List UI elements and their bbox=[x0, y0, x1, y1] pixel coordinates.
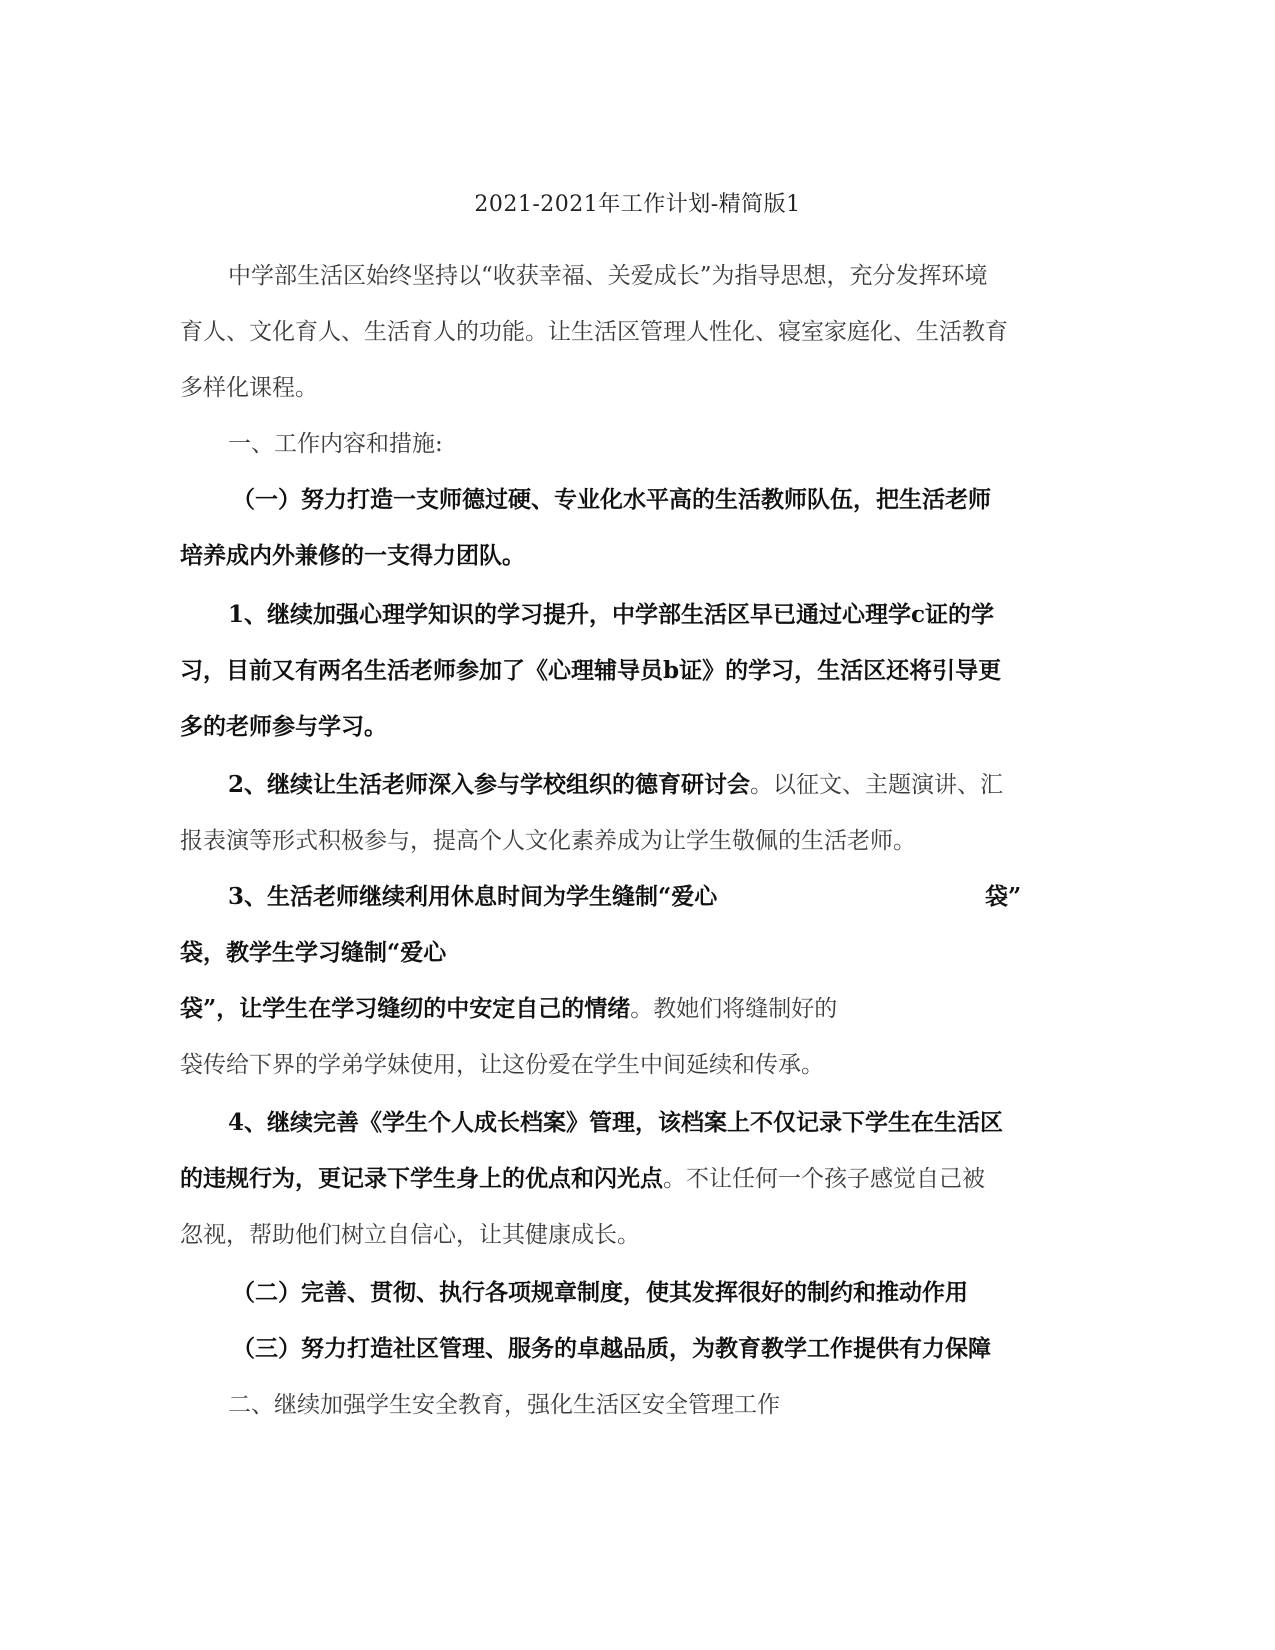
subsection-1-line-2: 培养成内外兼修的一支得力团队。 bbox=[180, 542, 525, 569]
intro-line-1: 中学部生活区始终坚持以“收获幸福、关爱成长”为指导思想，充分发挥环境 bbox=[228, 263, 988, 289]
item-3-line-4: 袋传给下界的学弟学妹使用，让这份爱在学生中间延续和传承。 bbox=[180, 1052, 824, 1078]
subsection-2: （二）完善、贯彻、执行各项规章制度，使其发挥很好的制约和推动作用 bbox=[232, 1279, 968, 1306]
item-3-line-1a: 3、生活老师继续利用休息时间为学生缝制“爱心 bbox=[228, 883, 718, 910]
subsection-3: （三）努力打造社区管理、服务的卓越品质，为教育教学工作提供有力保障 bbox=[232, 1335, 991, 1362]
document-title: 2021-2021年工作计划-精简版1 bbox=[474, 192, 801, 217]
intro-line-3: 多样化课程。 bbox=[180, 375, 318, 401]
subsection-1-line-1: （一）努力打造一支师德过硬、专业化水平高的生活教师队伍，把生活老师 bbox=[232, 486, 991, 513]
item-3-line-3 bbox=[180, 990, 1060, 1023]
item-4-bold-text: 的违规行为，更记录下学生身上的优点和闪光点 bbox=[180, 1165, 663, 1192]
section-heading-1: 一、工作内容和措施: bbox=[228, 431, 443, 457]
item-4-line-1: 4、继续完善《学生个人成长档案》管理，该档案上不仅记录下学生在生活区 bbox=[228, 1109, 1004, 1136]
item-4-normal-text: 。不让任何一个孩子感觉自己被 bbox=[663, 1166, 985, 1192]
item-3-line-1b: 袋” bbox=[985, 883, 1022, 910]
item-3-line-2: 袋，教学生学习缝制“爱心 bbox=[180, 939, 447, 966]
intro-line-2: 育人、文化育人、生活育人的功能。让生活区管理人性化、寝室家庭化、生活教育 bbox=[180, 319, 1008, 345]
item-3-bold-text: 袋”，让学生在学习缝纫的中安定自己的情绪 bbox=[180, 995, 631, 1022]
item-4-line-2 bbox=[180, 1160, 1060, 1193]
item-1-line-3: 多的老师参与学习。 bbox=[180, 713, 387, 740]
item-1-line-1: 1、继续加强心理学知识的学习提升，中学部生活区早已通过心理学c证的学 bbox=[228, 601, 995, 628]
item-2-bold-text: 2、继续让生活老师深入参与学校组织的德育研讨会 bbox=[228, 771, 751, 798]
item-4-line-3: 忽视，帮助他们树立自信心，让其健康成长。 bbox=[180, 1222, 640, 1248]
item-2-normal-text: 。以征文、主题演讲、汇 bbox=[750, 772, 1004, 798]
section-heading-2: 二、继续加强学生安全教育，强化生活区安全管理工作 bbox=[228, 1392, 780, 1418]
item-2-line-2: 报表演等形式积极参与，提高个人文化素养成为让学生敬佩的生活老师。 bbox=[180, 828, 916, 854]
item-1-line-2: 习，目前又有两名生活老师参加了《心理辅导员b证》的学习，生活区还将引导更 bbox=[180, 657, 1002, 684]
item-3-normal-text: 。教她们将缝制好的 bbox=[630, 996, 838, 1022]
item-2-line-1 bbox=[228, 766, 1108, 799]
